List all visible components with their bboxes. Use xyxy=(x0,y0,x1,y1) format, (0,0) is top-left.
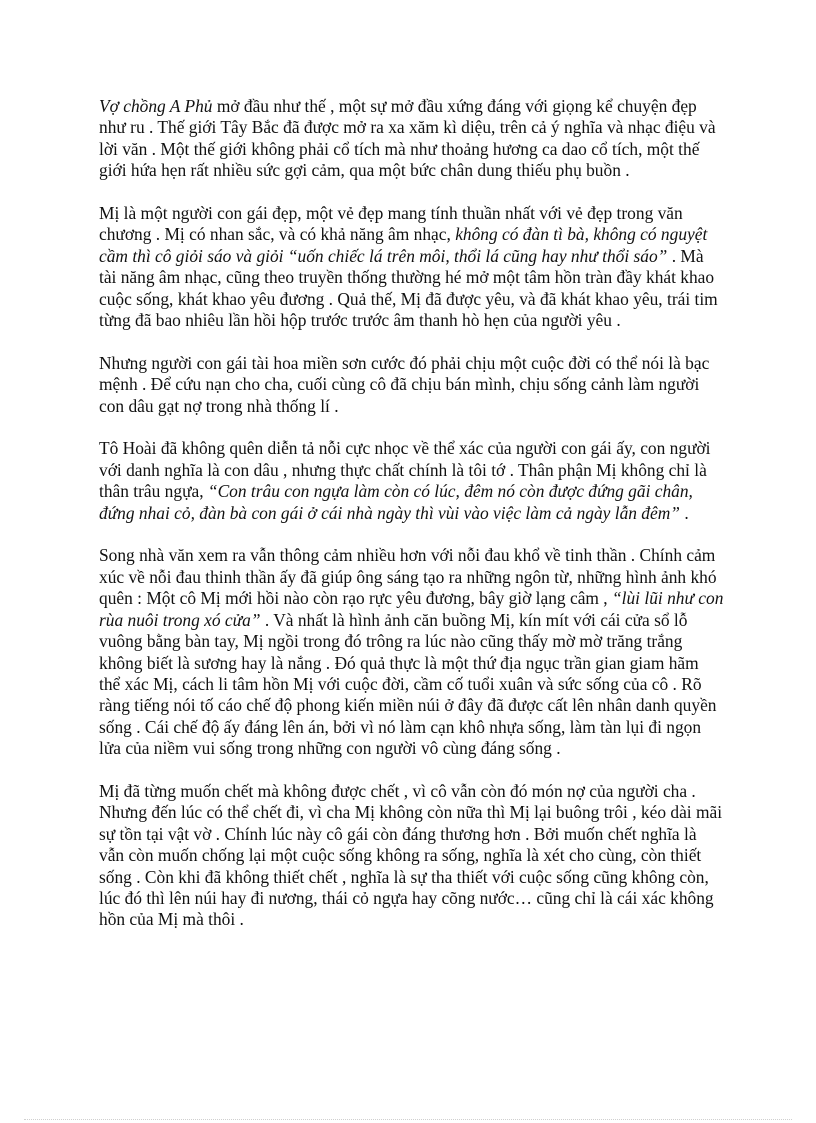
paragraph-text: Tô Hoài đã không quên diễn tả nỗi cực nhọc về thể xác của người con gái ấy, con người với danh nghĩa là con dâu , nhưng thực chất chính là tôi tớ . Thân phận Mị không chỉ là thân trâu ngựa, xyxy=(99,438,711,502)
document-body xyxy=(99,96,724,952)
paragraph-text: Nhưng người con gái tài hoa miền sơn cước đó phải chịu một cuộc đời có thể nói là bạc mệnh . Để cứu nạn cho cha, cuối cùng cô đã chịu bán mình, chịu sống cảnh làm người con dâu gạt nợ trong nhà thống lí . xyxy=(99,352,710,416)
page-bottom-divider xyxy=(24,1119,792,1120)
paragraph-2 xyxy=(99,203,724,331)
paragraph-text: . Và nhất là hình ảnh căn buồng Mị, kín mít với cái cửa sổ lỗ vuông bằng bàn tay, Mị ngồi trong đó trông ra lúc nào cũng thấy mờ mờ trăng trắng không biết là sương hay là nắng . Đó quả thực là một thứ địa ngục trần gian giam hãm thể xác Mị, cách li tâm hồn Mị với cuộc đời, cầm cố tuổi xuân và sức sống của cô . Rõ ràng tiếng nói tố cáo chế độ phong kiến miền núi ở đây đã được cất lên nhân danh quyền sống . Cái chế độ ấy đáng lên án, bởi vì nó làm cạn khô nhựa sống, làm tàn lụi đi ngọn lửa của niềm vui sống trong những con người vô cùng đáng sống . xyxy=(99,609,717,759)
quotation: “lùi lũi như con rùa nuôi trong xó cửa” xyxy=(99,588,724,630)
paragraph-text: Song nhà văn xem ra vẫn thông cảm nhiều hơn với nỗi đau khổ về tinh thần . Chính cảm xúc về nỗi đau thinh thần ấy đã giúp ông sáng tạo ra những ngôn từ, những hình ảnh khó quên : Một cô Mị mới hồi nào còn rạo rực yêu đương, bây giờ lạng câm , xyxy=(99,545,717,609)
work-title: Vợ chồng A Phủ xyxy=(99,96,213,116)
paragraph-text: . Mà tài năng âm nhạc, cũng theo truyền thống thường hé mở một tâm hồn tràn đầy khát khao cuộc sống, khát khao yêu đương . Quả thế, Mị đã được yêu, và đã khát khao yêu, trái tim từng đã bao nhiêu lần hồi hộp trước trước âm thanh hò hẹn của người yêu . xyxy=(99,245,718,331)
paragraph-5 xyxy=(99,545,724,759)
paragraph-6 xyxy=(99,781,724,931)
quotation: “Con trâu con ngựa làm còn có lúc, đêm nó còn được đứng gãi chân, đứng nhai cỏ, đàn bà con gái ở cái nhà ngày thì vùi vào việc làm cả ngày lẫn đêm” xyxy=(99,481,693,523)
paragraph-text: mở đầu như thế , một sự mở đầu xứng đáng với giọng kể chuyện đẹp như ru . Thế giới Tây Bắc đã được mở ra xa xăm kì diệu, trên cả ý nghĩa và nhạc điệu và lời văn . Một thế giới không phải cổ tích mà như thoảng hương ca dao cổ tích, một thế giới hứa hẹn rất nhiều sức gợi cảm, qua một bức chân dung thiếu phụ buồn . xyxy=(99,96,716,181)
paragraph-text: Mị đã từng muốn chết mà không được chết , vì cô vẫn còn đó món nợ của người cha . Nhưng đến lúc có thể chết đi, vì cha Mị không còn nữa thì Mị lại buông trôi , kéo dài mãi sự tồn tại vật vờ . Chính lúc này cô gái còn đáng thương hơn . Bởi muốn chết nghĩa là vẫn còn muốn chống lại một cuộc sống không ra sống, nghĩa là xét cho cùng, còn thiết sống . Còn khi đã không thiết chết , nghĩa là sự tha thiết với cuộc sống cũng không còn, lúc đó thì lên núi hay đi nương, thái cỏ ngựa hay cõng nước… cũng chỉ là cái xác không hồn của Mị mà thôi . xyxy=(99,780,723,930)
quotation: không có đàn tì bà, không có nguyệt cầm thì cô giỏi sáo và giỏi “uốn chiếc lá trên môi, thổi lá cũng hay như thổi sáo” xyxy=(99,224,708,266)
paragraph-text: Mị là một người con gái đẹp, một vẻ đẹp mang tính thuần nhất với vẻ đẹp trong văn chương . Mị có nhan sắc, và có khả năng âm nhạc, xyxy=(99,203,683,245)
paragraph-1 xyxy=(99,96,724,182)
paragraph-3 xyxy=(99,353,724,417)
paragraph-4 xyxy=(99,438,724,524)
paragraph-text: . xyxy=(679,502,689,523)
